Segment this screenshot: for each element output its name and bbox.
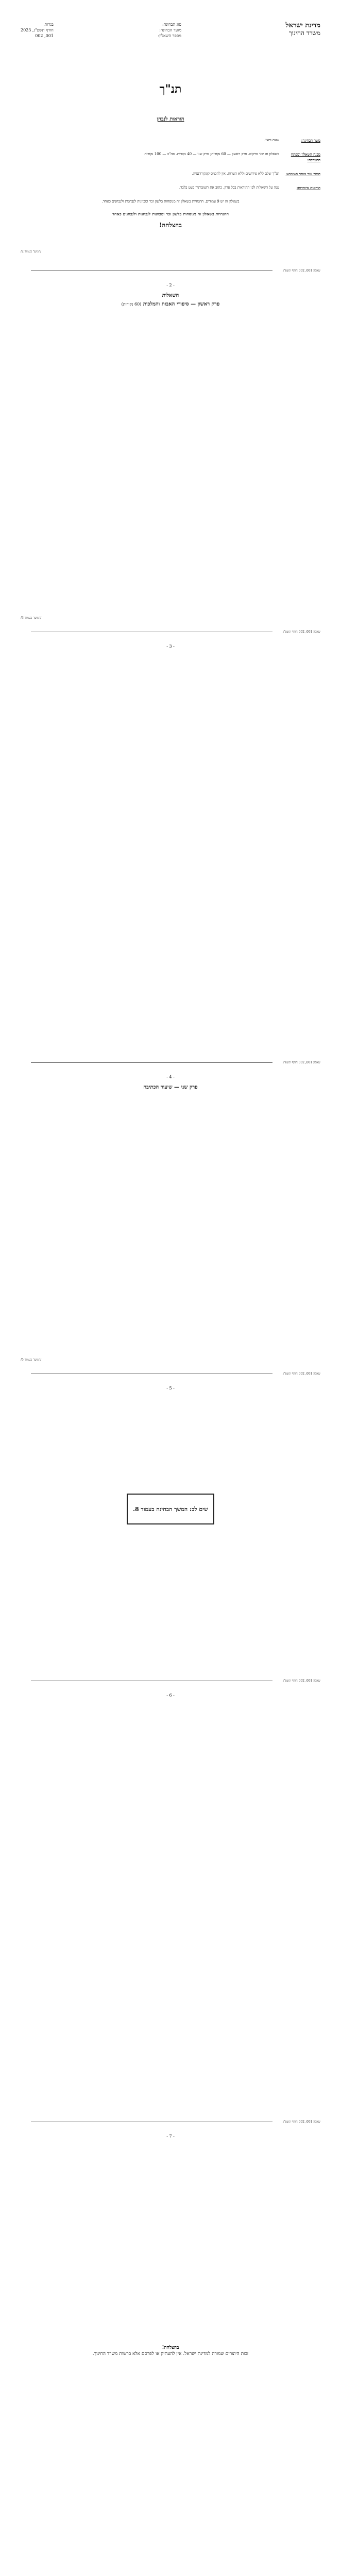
instructions-title: הוראות לנבחן bbox=[157, 116, 184, 122]
page-footer: שאלון 001, 002 חורף תשפ"ג bbox=[21, 1061, 320, 1064]
header-left bbox=[21, 22, 54, 46]
ministry-name: משרד החינוך bbox=[288, 29, 320, 37]
instruction-row: הוראות מיוחדות: ענה על השאלות לפי ההוראות בכל פרק. כתוב את תשובותיך בעט בלבד. bbox=[179, 185, 320, 190]
continue-box: שים לב: המשך הבחינה בעמוד 8. bbox=[127, 1494, 214, 1524]
end-copyright: זכות היוצרים שמורה למדינת ישראל. אין להעתיק או לפרסם אלא ברשות משרד החינוך. bbox=[92, 2351, 249, 2357]
instruction-row: מבנה השאלון ומפתח ההערכה: בשאלון זה שני פרקים. פרק ראשון — 60 נקודות; פרק שני — 40 נקודות. סה"כ — 100 נקודות bbox=[144, 152, 320, 162]
page-footer: שאלון 001, 002 חורף תשפ"ג bbox=[21, 2120, 320, 2124]
country-name: מדינת ישראל bbox=[285, 22, 320, 29]
page-number: - 6 - bbox=[166, 1693, 175, 1698]
end-block bbox=[21, 2345, 320, 2357]
page-footer: שאלון 001, 002 חורף תשפ"ג bbox=[21, 630, 320, 634]
page-footer: שאלון 001, 002 חורף תשפ"ג bbox=[21, 1372, 320, 1376]
instruction-row: משך הבחינה: שעה וחצי. bbox=[264, 138, 320, 143]
continued-note: /המשך בעמוד 3/ bbox=[21, 616, 42, 620]
footer-label: שאלון 001, 002 חורף תשפ"ג bbox=[282, 269, 320, 273]
page-title: תנ"ך bbox=[159, 82, 182, 96]
good-luck-text: בהצלחה! bbox=[159, 222, 182, 229]
gender-note: ההנחיות בשאלון זה מנוסחות בלשון זכר ומכוונות לנבחנות ולנבחנים כאחד bbox=[112, 211, 229, 216]
header-right bbox=[286, 22, 320, 46]
exam-type-label: סוג הבחינה: bbox=[162, 22, 181, 27]
exam-type-value: בגרות bbox=[44, 22, 54, 27]
page-number: - 4 - bbox=[166, 1075, 175, 1079]
instruction-row: חומר עזר מותר בשימוש: תנ"ך שלם ללא פירושים וללא הערות. אין להכניס קונקורדנציה. bbox=[192, 172, 320, 176]
exam-header bbox=[21, 0, 320, 46]
exam-date-label: מועד הבחינה: bbox=[159, 28, 181, 32]
page-number: - 2 - bbox=[166, 283, 175, 287]
continued-note: /המשך בעמוד 5/ bbox=[21, 1358, 42, 1362]
questions-title: השאלות bbox=[162, 293, 179, 298]
exam-date-value: חורף תשפ"ג, 2023 bbox=[21, 28, 54, 32]
exam-number-value: 001, 002 bbox=[35, 33, 54, 38]
page-footer: שאלון 001, 002 חורף תשפ"ג bbox=[21, 1679, 320, 1683]
part2-title: פרק שני — שיעור הכתיבה bbox=[143, 1084, 198, 1090]
instructions-list bbox=[21, 138, 320, 191]
page3-content bbox=[21, 649, 320, 917]
page-footer bbox=[21, 269, 320, 273]
continued-note: /המשך בעמוד 2/ bbox=[21, 250, 42, 253]
page-number: - 5 - bbox=[166, 1386, 175, 1391]
exam-number-label: מספר השאלון: bbox=[158, 33, 181, 38]
page-number: - 7 - bbox=[166, 2134, 175, 2139]
part1-title: פרק ראשון — סיפורי האבות והמלכות (60 נקודות) bbox=[121, 301, 220, 307]
exam-note: בשאלון זה יש 9 עמודים. ההנחיות בשאלון זה מנוסחות בלשון זכר ומכוונות לנבחנות ולנבחנים כאחד. bbox=[101, 199, 240, 204]
page-number: - 3 - bbox=[166, 644, 175, 649]
end-title: בהצלחה! bbox=[162, 2345, 179, 2350]
part1-content bbox=[21, 307, 320, 616]
header-mid bbox=[158, 22, 181, 46]
poem-block-2 bbox=[21, 1698, 320, 2120]
poem-block bbox=[21, 1090, 320, 1358]
